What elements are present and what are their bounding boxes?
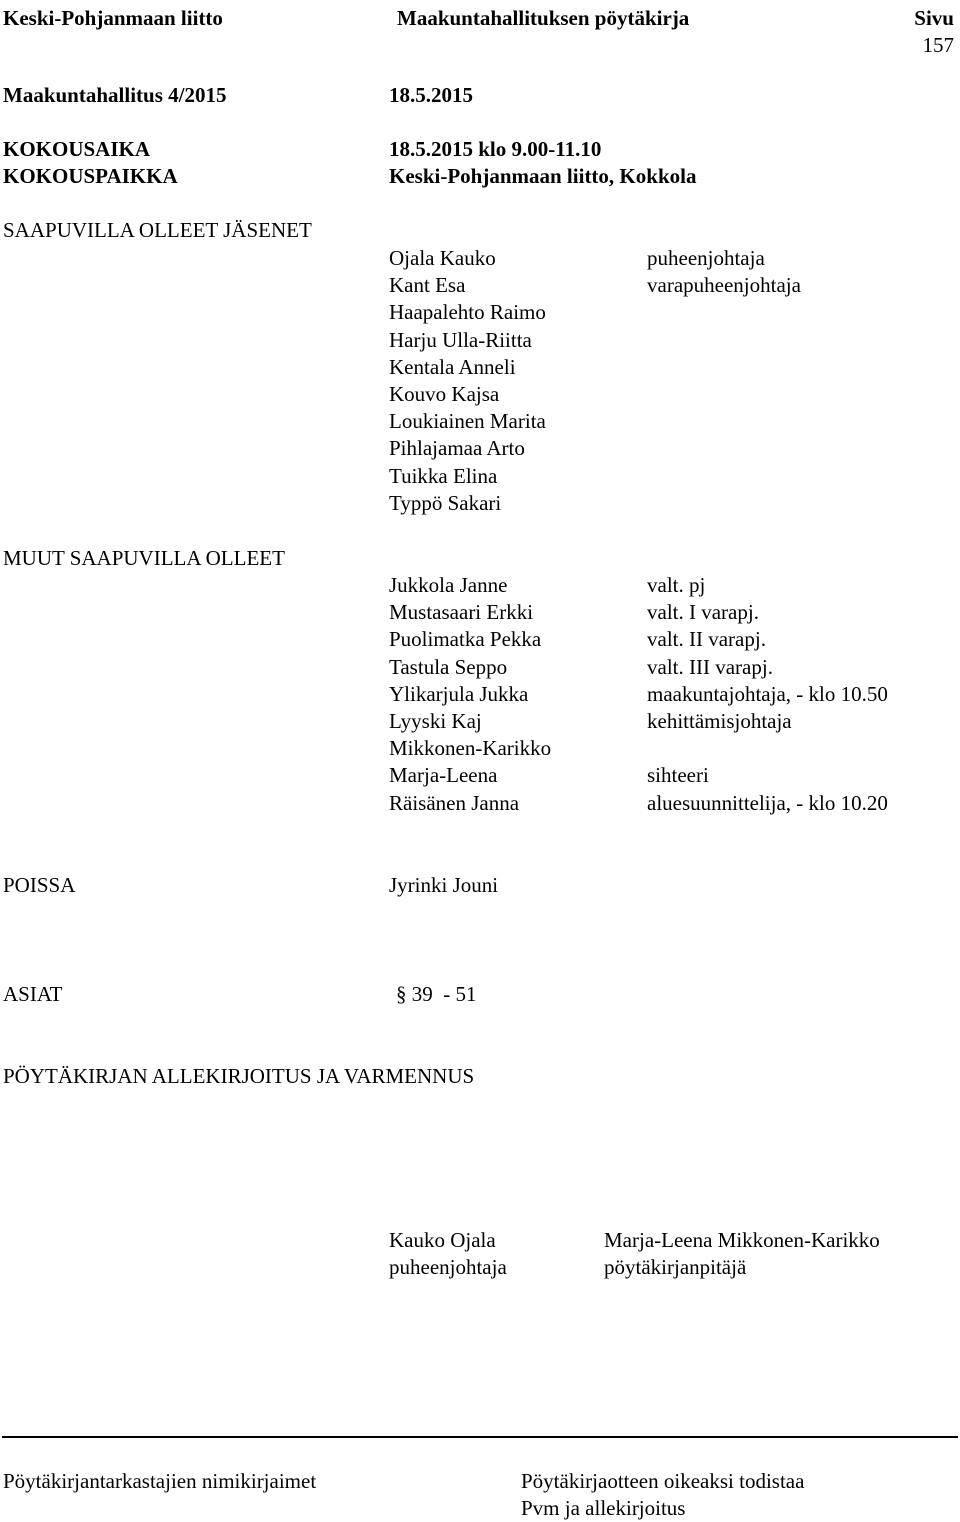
list-item: Kant Esa xyxy=(389,273,466,298)
meeting-date: 18.5.2015 xyxy=(389,83,473,107)
signatures-label: PÖYTÄKIRJAN ALLEKIRJOITUS JA VARMENNUS xyxy=(3,1064,475,1088)
others-label: MUUT SAAPUVILLA OLLEET xyxy=(3,546,285,570)
meeting-place-value: Keski-Pohjanmaan liitto, Kokkola xyxy=(389,164,697,188)
signature-left-name: Kauko Ojala xyxy=(389,1228,496,1252)
role-item: kehittämisjohtaja xyxy=(647,708,792,733)
list-item: Puolimatka Pekka xyxy=(389,627,542,652)
matters-value: § 39 - 51 xyxy=(396,982,477,1006)
role-item: valt. II varapj. xyxy=(647,627,766,652)
members-label: SAAPUVILLA OLLEET JÄSENET xyxy=(3,218,312,242)
list-item: Haapalehto Raimo xyxy=(389,300,546,325)
role-item: maakuntajohtaja, - klo 10.50 xyxy=(647,681,888,706)
meeting-place-label: KOKOUSPAIKKA xyxy=(3,164,178,188)
signature-left-role: puheenjohtaja xyxy=(389,1255,507,1279)
list-item: Ylikarjula Jukka xyxy=(389,681,529,706)
role-item: puheenjohtaja xyxy=(647,246,765,270)
list-item: Loukiainen Marita xyxy=(389,409,546,434)
list-item: Räisänen Janna xyxy=(389,790,520,815)
signature-right-name: Marja-Leena Mikkonen-Karikko xyxy=(604,1228,880,1252)
role-item xyxy=(647,735,888,762)
list-item: Pihlajamaa Arto xyxy=(389,436,525,461)
signature-right-role: pöytäkirjanpitäjä xyxy=(604,1255,747,1279)
list-item: Lyyski Kaj xyxy=(389,708,482,733)
list-item: Kouvo Kajsa xyxy=(389,381,500,406)
list-item: Tastula Seppo xyxy=(389,654,508,679)
others-roles xyxy=(647,572,888,817)
absent-label: POISSA xyxy=(3,873,76,897)
list-item: Mikkonen-Karikko xyxy=(389,736,552,761)
footer-right-line1: Pöytäkirjaotteen oikeaksi todistaa xyxy=(521,1469,805,1493)
header-doc-title: Maakuntahallituksen pöytäkirja xyxy=(397,6,690,30)
role-item: aluesuunnittelija, - klo 10.20 xyxy=(647,790,888,815)
list-item: Harju Ulla-Riitta xyxy=(389,327,532,352)
header-org: Keski-Pohjanmaan liitto xyxy=(3,6,223,30)
list-item: Jukkola Janne xyxy=(389,573,508,597)
meeting-time-value: 18.5.2015 klo 9.00-11.10 xyxy=(389,137,602,161)
list-item: Tuikka Elina xyxy=(389,463,498,488)
role-item: varapuheenjohtaja xyxy=(647,273,801,298)
list-item: Marja-Leena xyxy=(389,763,498,788)
header-page-number: 157 xyxy=(922,33,954,57)
meeting-time-label: KOKOUSAIKA xyxy=(3,137,151,161)
role-item: valt. I varapj. xyxy=(647,600,759,625)
role-item: valt. III varapj. xyxy=(647,654,773,679)
members-roles xyxy=(647,245,801,299)
list-item: Mustasaari Erkki xyxy=(389,600,534,625)
list-item: Ojala Kauko xyxy=(389,246,496,270)
members-list xyxy=(389,245,546,517)
footer-right-line2: Pvm ja allekirjoitus xyxy=(521,1496,686,1520)
footer-divider xyxy=(2,1436,958,1438)
header-page-label: Sivu xyxy=(914,6,954,30)
footer-left: Pöytäkirjantarkastajien nimikirjaimet xyxy=(3,1469,317,1493)
meeting-body: Maakuntahallitus 4/2015 xyxy=(3,83,227,107)
others-list xyxy=(389,572,551,817)
role-item: sihteeri xyxy=(647,763,709,788)
list-item: Kentala Anneli xyxy=(389,354,516,379)
list-item: Typpö Sakari xyxy=(389,490,502,515)
role-item: valt. pj xyxy=(647,573,706,597)
absent-name: Jyrinki Jouni xyxy=(389,873,499,897)
matters-label: ASIAT xyxy=(3,982,63,1006)
